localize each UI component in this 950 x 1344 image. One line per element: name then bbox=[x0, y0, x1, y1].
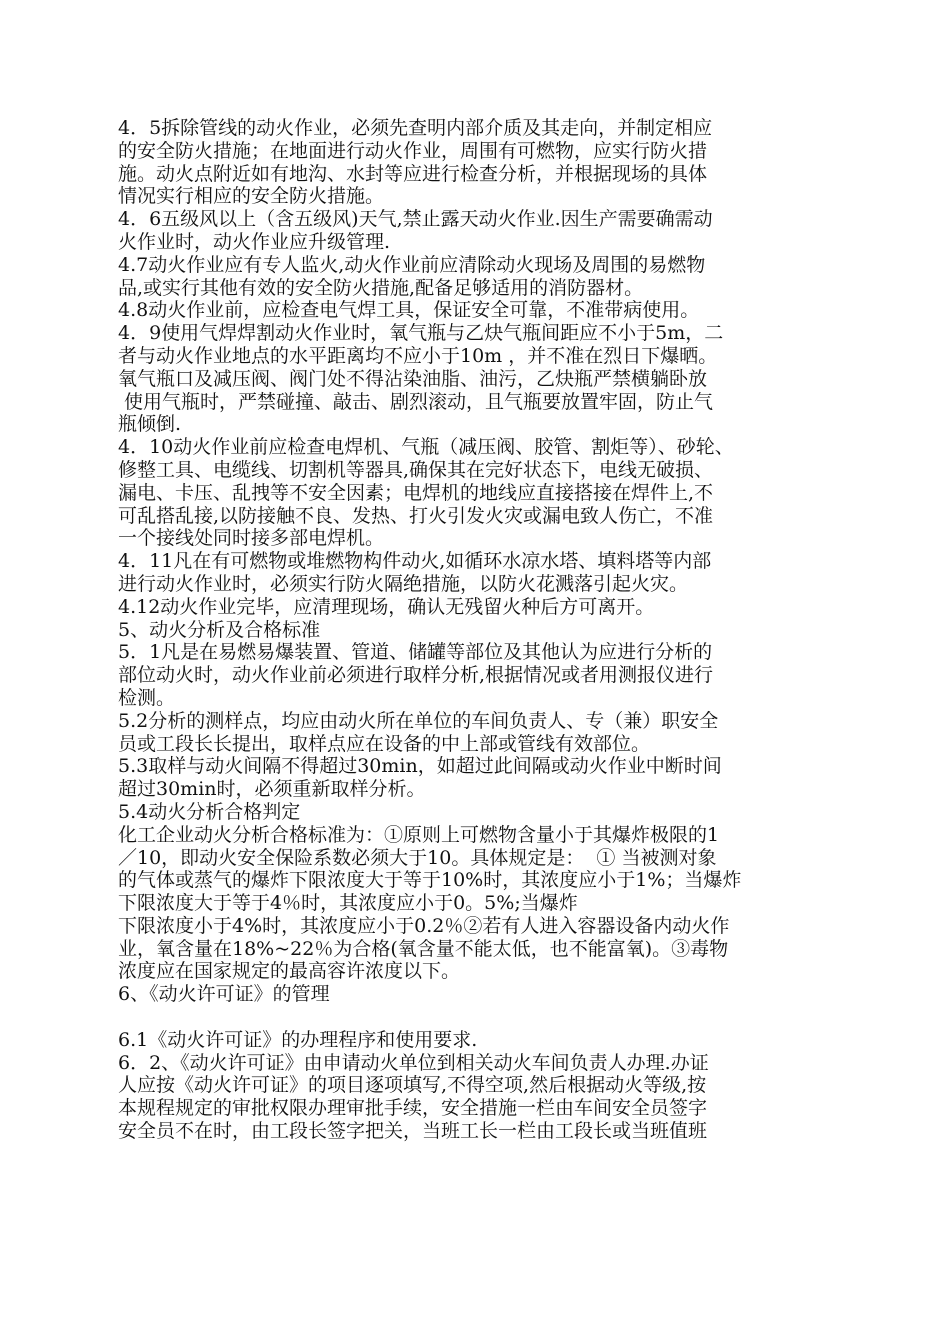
text-line: 品,或实行其他有效的安全防火措施,配备足够适用的消防器材。 bbox=[118, 276, 644, 299]
text-line: 施。动火点附近如有地沟、水封等应进行检查分析，并根据现场的具体 bbox=[118, 162, 708, 185]
text-line: ／10，即动火安全保险系数必须大于10。具体规定是： ① 当被测对象 bbox=[118, 846, 717, 869]
text-line: 4.8动火作业前，应检查电气焊工具，保证安全可靠，不准带病使用。 bbox=[118, 299, 700, 322]
text-line: 氧气瓶口及减压阀、阀门处不得沾染油脂、油污，乙炔瓶严禁横躺卧放 bbox=[118, 367, 708, 390]
text-line: 部位动火时，动火作业前必须进行取样分析,根据情况或者用测报仪进行 bbox=[118, 664, 714, 687]
text-line: 一个接线处同时接多部电焊机。 bbox=[118, 527, 385, 550]
text-line: 5.3取样与动火间隔不得超过30min，如超过此间隔或动火作业中断时间 bbox=[118, 755, 722, 778]
text-line: 4.7动火作业应有专人监火,动火作业前应清除动火现场及周围的易燃物 bbox=[118, 253, 706, 276]
document-body bbox=[118, 117, 843, 1143]
text-line: 情况实行相应的安全防火措施。 bbox=[118, 185, 385, 208]
text-line: 4．9使用气焊焊割动火作业时，氧气瓶与乙炔气瓶间距应不小于5m，二 bbox=[118, 322, 724, 345]
text-line: 的安全防火措施；在地面进行动火作业，周围有可燃物，应实行防火措 bbox=[118, 139, 708, 162]
text-line: 浓度应在国家规定的最高容许浓度以下。 bbox=[118, 960, 461, 983]
text-line: 5．1凡是在易燃易爆装置、管道、储罐等部位及其他认为应进行分析的 bbox=[118, 641, 713, 664]
text-line: 超过30min时，必须重新取样分析。 bbox=[118, 778, 426, 801]
text-line: 5.2分析的测样点，均应由动火所在单位的车间负责人、专（兼）职安全 bbox=[118, 709, 719, 732]
text-line: 者与动火作业地点的水平距离均不应小于10m ，并不准在烈日下爆晒。 bbox=[118, 344, 718, 367]
text-line: 4．11凡在有可燃物或堆燃物构件动火,如循环水凉水塔、填料塔等内部 bbox=[118, 550, 712, 573]
subsection-heading: 5.4动火分析合格判定 bbox=[118, 800, 301, 823]
text-line: 4．10动火作业前应检查电焊机、气瓶（减压阀、胶管、割炬等）、砂轮、 bbox=[118, 436, 734, 459]
text-line: 4．6五级风以上（含五级风)天气,禁止露天动火作业.因生产需要确需动 bbox=[118, 208, 713, 231]
text-line: 瓶倾倒. bbox=[118, 413, 182, 436]
section-heading: 6、《动火许可证》的管理 bbox=[118, 983, 330, 1006]
text-line: 检测。 bbox=[118, 686, 176, 709]
text-line: 员或工段长长提出，取样点应在设备的中上部或管线有效部位。 bbox=[118, 732, 651, 755]
text-line: 化工企业动火分析合格标准为：①原则上可燃物含量小于其爆炸极限的1 bbox=[118, 823, 720, 846]
text-line: 本规程规定的审批权限办理审批手续，安全措施一栏由车间安全员签字 bbox=[118, 1097, 708, 1120]
blank-line bbox=[118, 1006, 843, 1029]
text-line: 火作业时，动火作业应升级管理. bbox=[118, 230, 391, 253]
text-line: 4.12动火作业完毕，应清理现场，确认无残留火种后方可离开。 bbox=[118, 595, 655, 618]
text-line: 的气体或蒸气的爆炸下限浓度大于等于10%时，其浓度应小于1%；当爆炸 bbox=[118, 869, 742, 892]
subsection-heading: 6.1《动火许可证》的办理程序和使用要求. bbox=[118, 1028, 478, 1051]
text-line: 业，氧含量在18%~22％为合格(氧含量不能太低，也不能富氧)。③毒物 bbox=[118, 937, 729, 960]
text-line: 使用气瓶时，严禁碰撞、敲击、剧烈滚动，且气瓶要放置牢固，防止气 bbox=[118, 390, 714, 413]
text-line: 修整工具、电缆线、切割机等器具,确保其在完好状态下，电线无破损、 bbox=[118, 458, 714, 481]
text-line: 4．5拆除管线的动火作业，必须先查明内部介质及其走向，并制定相应 bbox=[118, 117, 713, 139]
text-line: 进行动火作业时，必须实行防火隔绝措施，以防火花溅落引起火灾。 bbox=[118, 572, 689, 595]
section-heading: 5、动火分析及合格标准 bbox=[118, 618, 321, 641]
text-line: 安全员不在时，由工段长签字把关，当班工长一栏由工段长或当班值班 bbox=[118, 1120, 708, 1143]
text-line: 可乱搭乱接,以防接触不良、发热、打火引发火灾或漏电致人伤亡，不准 bbox=[118, 504, 714, 527]
text-line: 人应按《动火许可证》的项目逐项填写,不得空项,然后根据动火等级,按 bbox=[118, 1074, 707, 1097]
text-line: 下限浓度大于等于4％时，其浓度应小于0。5%;当爆炸 bbox=[118, 892, 578, 915]
text-line: 6．2、《动火许可证》由申请动火单位到相关动火车间负责人办理.办证 bbox=[118, 1051, 709, 1074]
text-line: 漏电、卡压、乱拽等不安全因素；电焊机的地线应直接搭接在焊件上,不 bbox=[118, 481, 714, 504]
text-line: 下限浓度小于4%时，其浓度应小于0.2％②若有人进入容器设备内动火作 bbox=[118, 914, 730, 937]
